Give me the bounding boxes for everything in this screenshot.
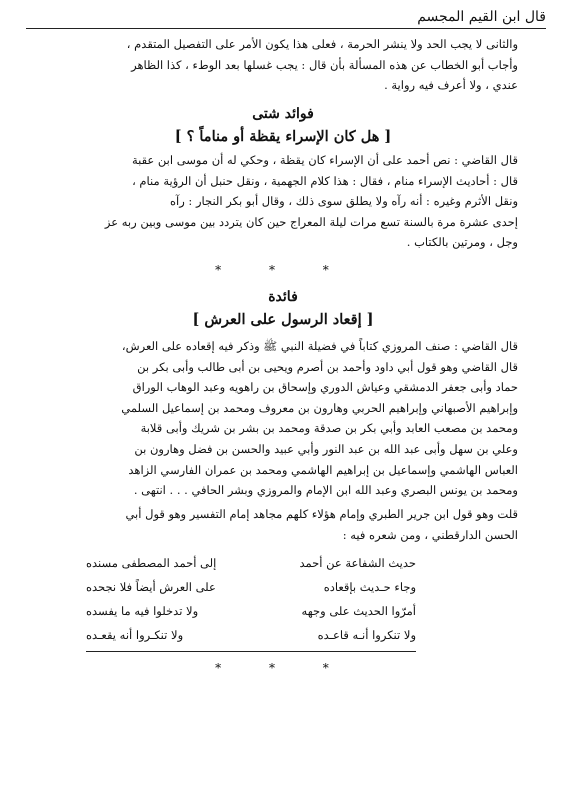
poem [86,553,416,645]
section-title: فوائد شتى [252,106,314,122]
running-header: قال ابن القيم المجسم [417,9,546,25]
intro-paragraph [48,34,518,96]
section-title: فائدة [268,289,298,305]
text-line: عندي ، ولا أعرف فيه رواية . [384,78,518,93]
poem-verse [86,625,416,645]
poem-verse [86,577,416,597]
verse-second-hemistich: ولا تنكـروا أنه يقعـده [86,628,184,642]
text-line: قال : أحاديث الإسراء منام ، فقال : هذا كلام الجهمية ، ونقل حنبل أن الرؤية منام ، [132,173,518,188]
verse-first-hemistich: ولا تنكروا أنـه قاعـده [317,628,416,642]
verse-first-hemistich: حديث الشفاعة عن أحمد [299,556,416,570]
text-line: قال القاضي وهو قول أبي داود وأحمد بن أصرم ويحيى بن أبى طالب وأبى بكر بن [137,359,518,374]
text-line: ومحمد بن مصعب العابد وأبي بكر بن صدقة ومحمد بن بشر بن شريك وأبى قلابة [140,421,518,436]
text-line: إحدى عشرة مرة بالسنة تسع مرات ليلة المعراج حين كان يتردد بين موسى وبين ربه عز [104,214,518,229]
text-line: ومحمد بن يونس البصري وعبد الله ابن الإمام والمروزي وبشر الحافي . . . انتهى . [133,483,518,498]
verse-first-hemistich: أمرّوا الحديث على وجهه [301,604,416,618]
text-line: العباس الهاشمي وإسماعيل بن إبراهيم الهاشمي ومحمد بن عمران الفارسي الزاهد [128,462,518,477]
verse-second-hemistich: على العرش أيضاً فلا نجحده [86,580,216,594]
text-line: وعلي بن سهل وأبى عبد الله بن عبد النور وأبي عبيد والحسن بن فضل وهارون بن [134,441,518,456]
text-line: والثانى لا يجب الحد ولا ينشر الحرمة ، فعلى هذا يكون الأمر على التفصيل المتقدم ، [126,37,518,51]
end-separator-stars: * * * [215,661,351,675]
text-line: قال القاضي : نص أحمد على أن الإسراء كان يقظة ، وحكي له أن موسى ابن عقبة [131,153,518,167]
section2-paragraph [48,336,518,501]
text-line: ونقل الأثرم وغيره : أنه رآه ولا يطلق سوى ذلك ، وقال أبو بكر النجار : رآه [170,194,518,209]
text-line: الحسن الدارقطني ، ومن شعره فيه : [342,527,518,542]
section1-paragraph [48,150,518,253]
verse-second-hemistich: إلى أحمد المصطفى مسنده [86,556,217,570]
separator-stars: * * * [215,263,351,277]
text-line: وأجاب أبو الخطاب عن هذه المسألة بأن قال : يجب غسلها بعد الوطء ، كذا الظاهر [131,57,518,72]
section-subtitle: [ هل كان الإسراء يقظة أو مناماً ؟ ] [174,128,392,145]
poem-verse [86,553,416,573]
text-line: وإبراهيم الأصبهاني وإبراهيم الحربي وهارون بن معروف ومحمد بن إسماعيل السلمي [121,400,518,415]
verse-second-hemistich: ولا تدخلوا فيه ما يفسده [86,604,199,618]
poem-underline [86,651,416,652]
text-line: قال القاضي : صنف المروزي كتاباً في فضيلة النبي ﷺ وذكر فيه إقعاده على العرش، [121,339,518,353]
text-line: حماد وأبى جعفر الدمشقي وعياش الدوري وإسحاق بن راهويه وعبد الوهاب الوراق [132,380,518,395]
verse-first-hemistich: وجاء حـديث بإقعاده [323,580,416,594]
poem-verse [86,601,416,621]
section-subtitle: [ إقعاد الرسول على العرش ] [192,311,374,328]
text-line: وجل ، ومرتين بالكتاب . [406,235,518,250]
header-rule [26,28,546,29]
section2-paragraph-2 [48,504,518,545]
text-line: قلت وهو قول ابن جرير الطبري وإمام هؤلاء كلهم مجاهد إمام التفسير وهو قول أبي [125,507,518,521]
